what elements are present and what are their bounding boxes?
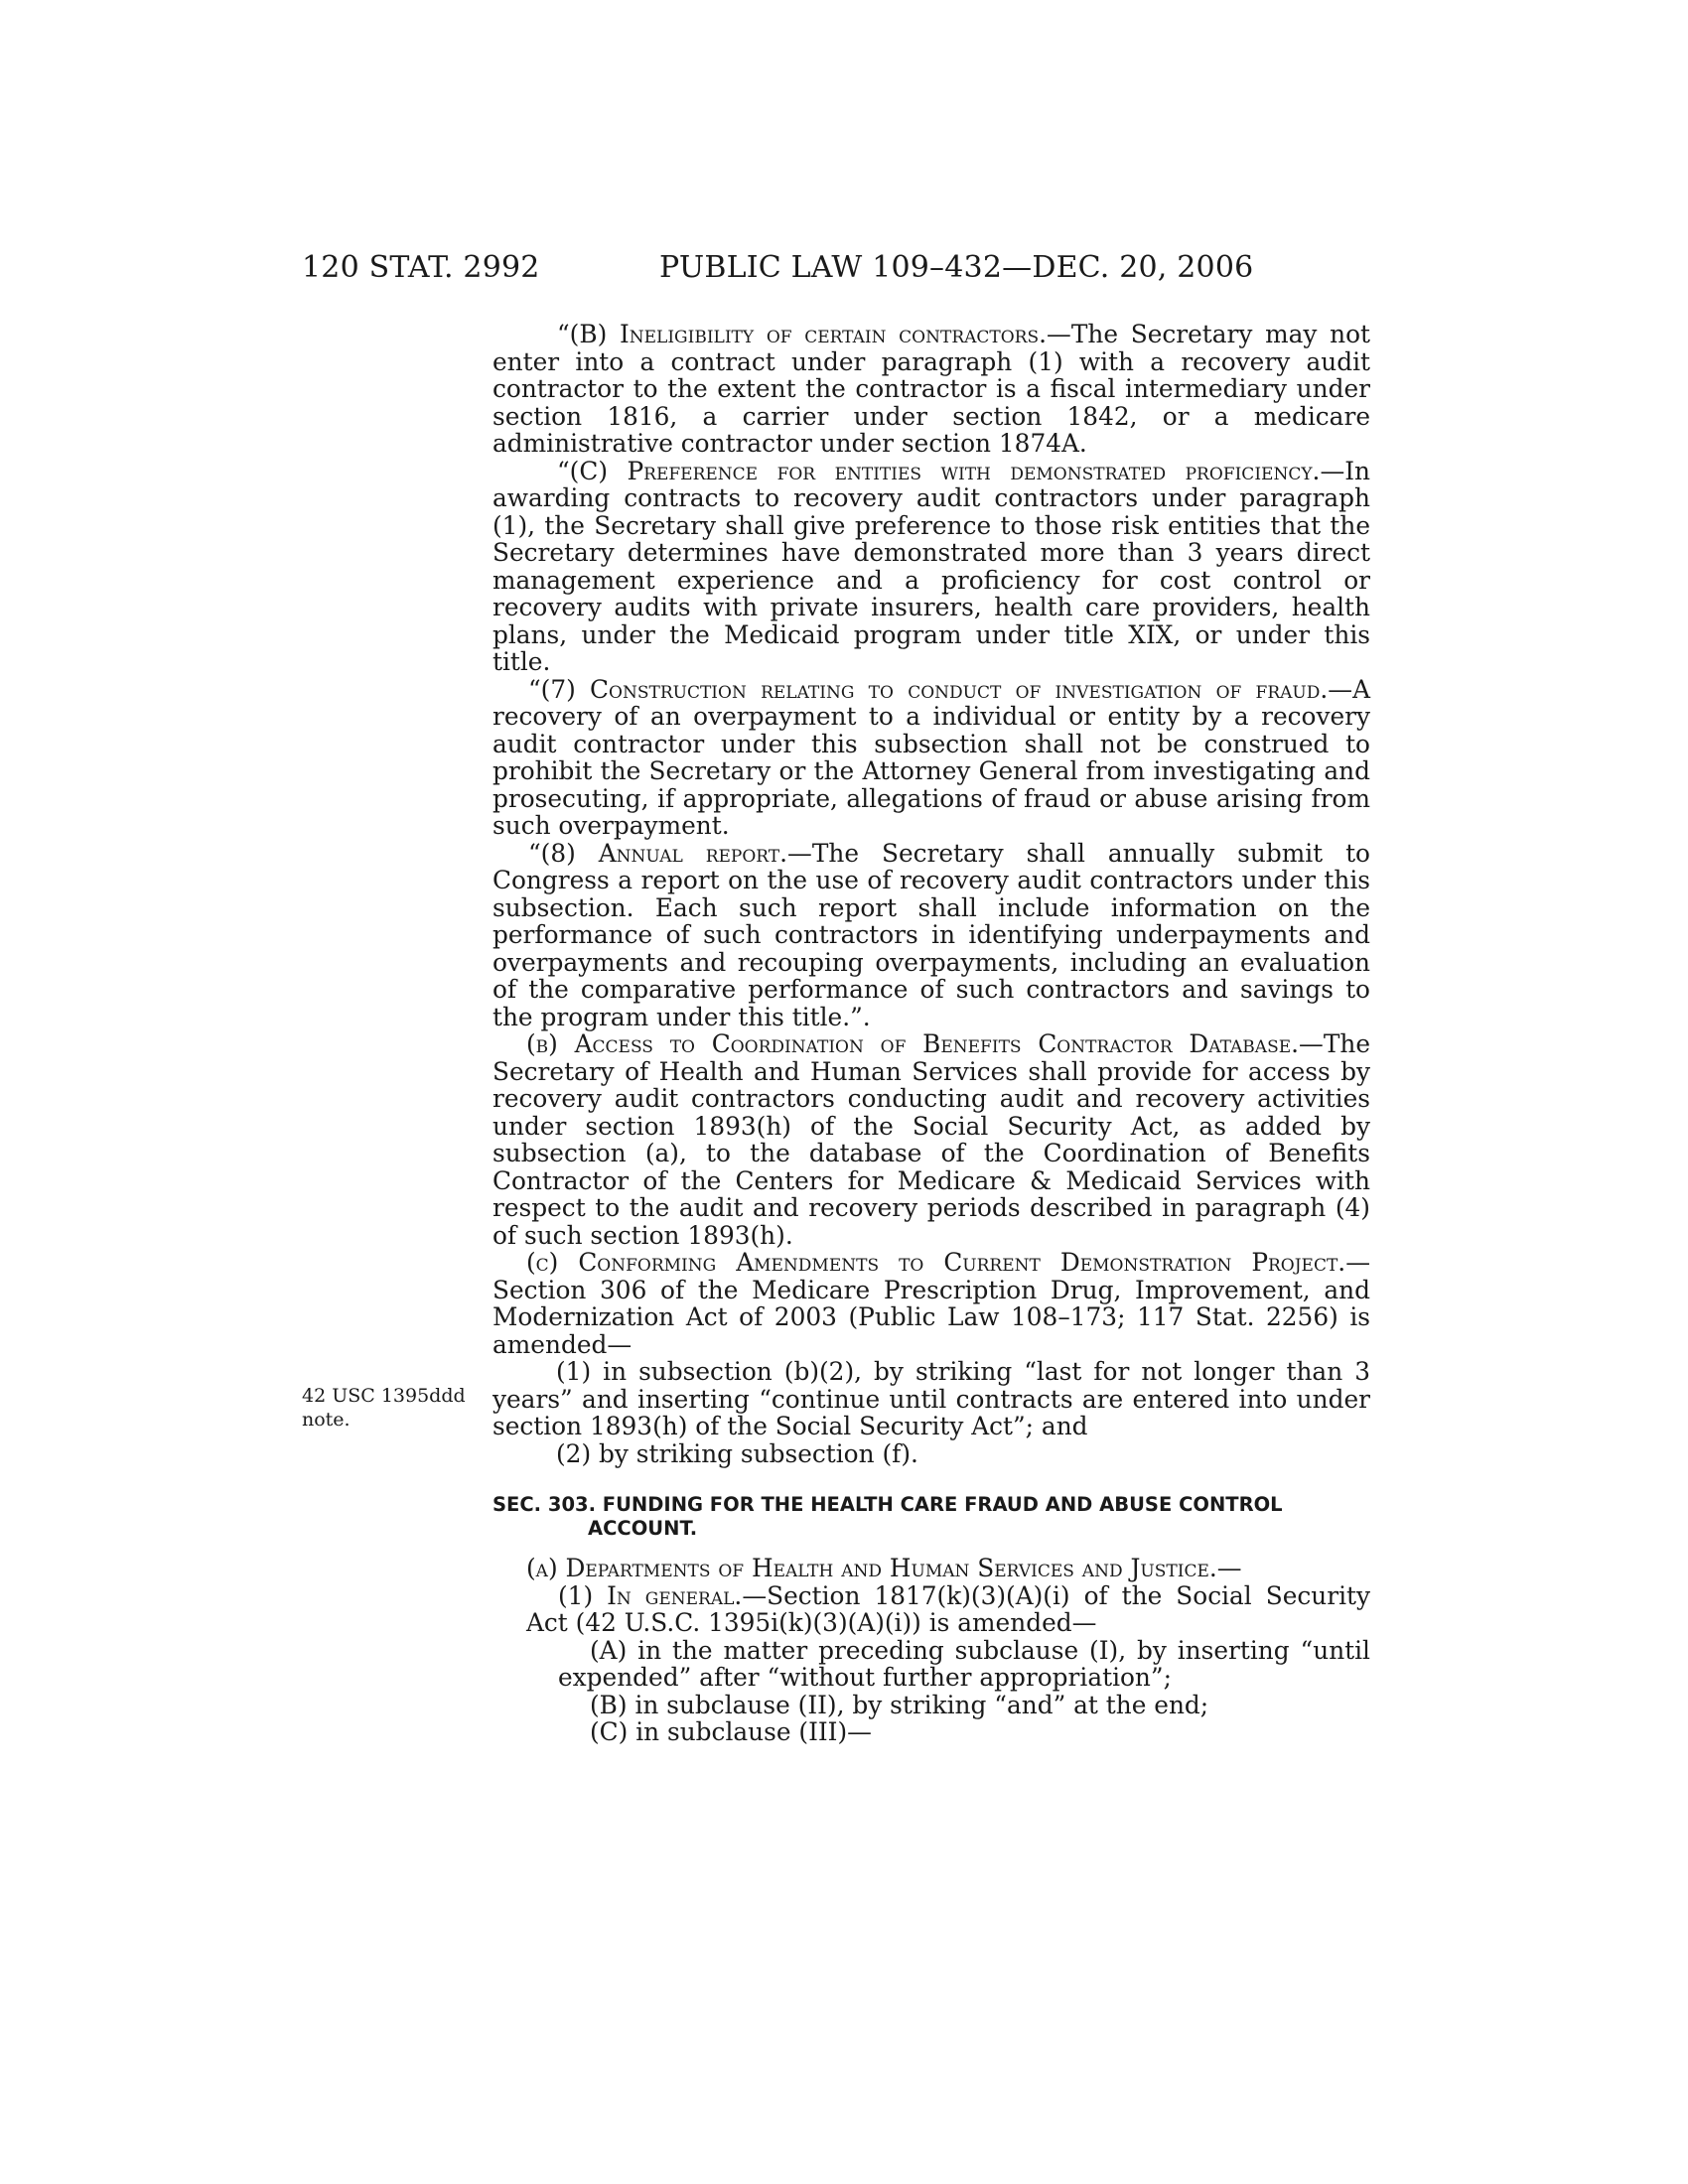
paragraph-conforming-amendments: [492, 1249, 1370, 1358]
document-body: [492, 321, 1370, 1746]
paragraph-subitem-b: (B) in subclause (II), by striking “and” at the end;: [590, 1690, 1209, 1719]
paragraph-text: —The Secretary may not enter into a contract under paragraph (1) with a recovery audit contractor to the extent the contractor is a fiscal intermediary under section 1816, a carrier under section 1842, or a medicare administrative contractor under section 1874A.: [492, 320, 1370, 458]
paragraph-access-database: [492, 1030, 1370, 1249]
paragraph-heading: (c) Conforming Amendments to Current Demonstration Project.: [526, 1248, 1346, 1277]
paragraph-text: —The Secretary of Health and Human Services shall provide for access by recovery audit contractors conducting audit and recovery activities under section 1893(h) of the Social Security Act, as added by subsection (a), to the database of the Coordination of Benefits Contractor of the Centers for Medicare & Medicaid Services with respect to the audit and recovery periods described in paragraph (4) of such section 1893(h).: [492, 1029, 1370, 1250]
paragraph-text: —A recovery of an overpayment to a individual or entity by a recovery audit contractor under this subsection shall not be construed to prohibit the Secretary or the Attorney General from investigating and prosecuting, if appropriate, allegations of fraud or abuse arising from such overpayment.: [492, 674, 1370, 840]
paragraph-heading: (a) Departments of Health and Human Services and Justice.: [526, 1554, 1217, 1582]
paragraph-heading: (1) In general.: [558, 1580, 743, 1610]
law-title-header: PUBLIC LAW 109–432—DEC. 20, 2006: [659, 250, 1254, 285]
paragraph-text: —: [1216, 1554, 1242, 1582]
paragraph-heading: “(7) Construction relating to conduct of investigation of fraud.: [528, 674, 1329, 704]
paragraph-heading: (b) Access to Coordination of Benefits Contractor Database.: [526, 1029, 1300, 1058]
paragraph-in-general: [492, 1582, 1370, 1637]
paragraph-text: —The Secretary shall annually submit to Congress a report on the use of recovery audit contractors under this subsection. Each such report shall include information on the performance of such contractors in identifying underpayments and overpayments and recouping overpayments, including an evaluation of the comparative performance of such contractors and savings to the program under this title.”.: [492, 838, 1370, 1031]
paragraph-departments: [492, 1555, 1370, 1582]
margin-note-line: note.: [302, 1409, 351, 1431]
margin-note-line: 42 USC 1395ddd: [302, 1385, 466, 1407]
paragraph-text: —Section 306 of the Medicare Prescription Drug, Improvement, and Modernization Act of 2003 (Public Law 108–173; 117 Stat. 2256) is amended—: [492, 1248, 1370, 1359]
paragraph-heading: “(B) Ineligibility of certain contractors.: [557, 320, 1048, 348]
paragraph-subitem-c: (C) in subclause (III)—: [590, 1717, 872, 1746]
paragraph-construction: [492, 676, 1370, 840]
paragraph-annual-report: [492, 840, 1370, 1031]
section-heading: SEC. 303. FUNDING FOR THE HEALTH CARE FRAUD AND ABUSE CONTROL ACCOUNT.: [492, 1493, 1283, 1540]
paragraph-item-2: (2) by striking subsection (f).: [556, 1438, 918, 1468]
paragraph-ineligibility: [492, 321, 1370, 458]
paragraph-preference: [492, 458, 1370, 676]
paragraph-heading: “(8) Annual report.: [528, 838, 788, 868]
paragraph-heading: “(C) Preference for entities with demonstrated proficiency.: [557, 456, 1321, 485]
paragraph-text: —Section 1817(k)(3)(A)(i) of the Social Security Act (42 U.S.C. 1395i(k)(3)(A)(i)) is amended—: [526, 1580, 1370, 1637]
margin-citation-note: [302, 1384, 491, 1432]
paragraph-subitem-a: (A) in the matter preceding subclause (I), by inserting “until expended” after “without further appropriation”;: [558, 1635, 1370, 1692]
paragraph-text: —In awarding contracts to recovery audit contractors under paragraph (1), the Secretary shall give preference to those risk entities that the Secretary determines have demonstrated more than 3 years direct management experience and a proficiency for cost control or recovery audits with private insurers, health care providers, health plans, under the Medicaid program under title XIX, or under this title.: [492, 456, 1370, 676]
paragraph-item-1: (1) in subsection (b)(2), by striking “last for not longer than 3 years” and inserting “continue until contracts are entered into under section 1893(h) of the Social Security Act”; and: [492, 1357, 1370, 1440]
stat-page-number: 120 STAT. 2992: [302, 250, 540, 285]
